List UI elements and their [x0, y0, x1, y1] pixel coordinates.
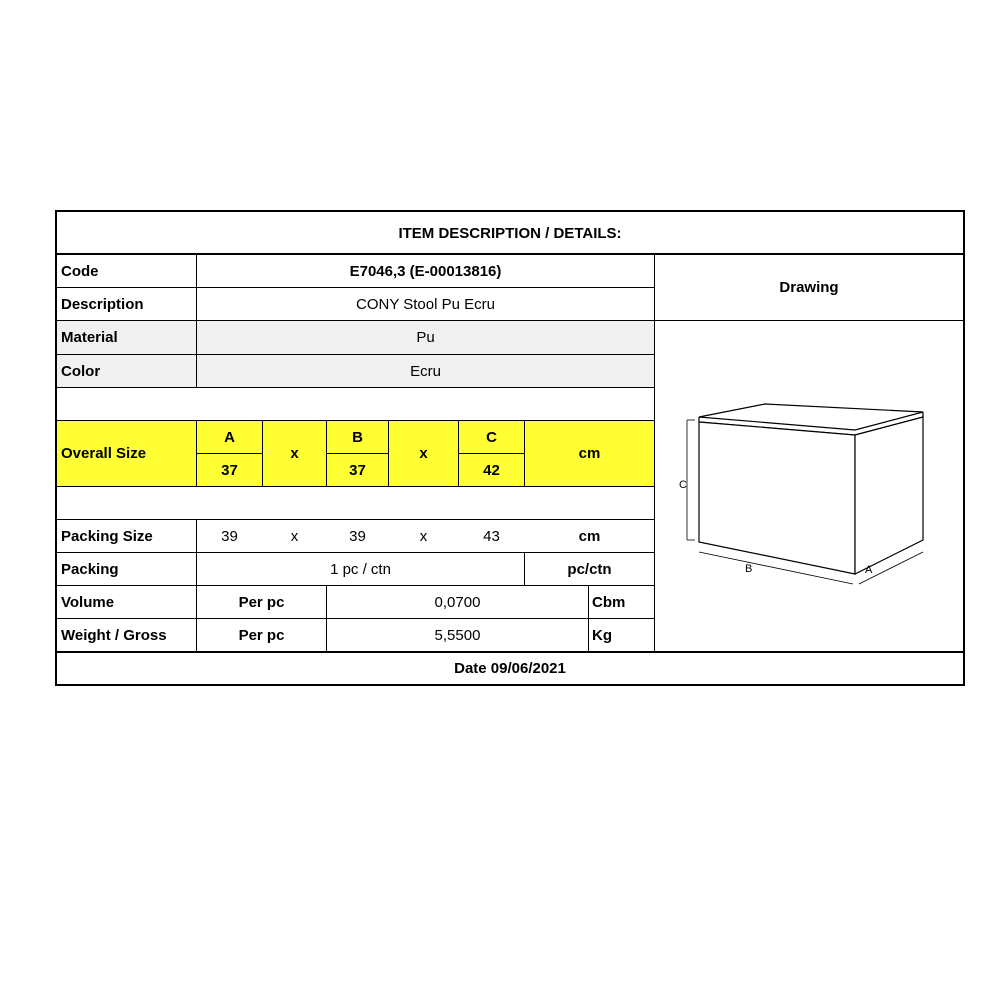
volume-value: 0,0700: [434, 593, 481, 611]
weight-unit: Kg: [592, 626, 612, 644]
volume-label: Volume: [61, 593, 115, 611]
overall-size-c-label: C: [459, 421, 524, 453]
stool-front-face: [699, 422, 855, 574]
packing-size-sep-2: x: [419, 527, 428, 545]
material-value: Pu: [197, 321, 654, 354]
divider: [524, 552, 525, 585]
stool-drawing: [677, 402, 927, 602]
overall-size-sep-1: x: [263, 421, 326, 486]
weight-value: 5,5500: [434, 626, 481, 644]
packing-size-a: 39: [221, 527, 238, 545]
divider: [326, 585, 327, 651]
packing-size-label: Packing Size: [61, 527, 153, 545]
overall-size-label: Overall Size: [57, 421, 196, 486]
sheet-title: ITEM DESCRIPTION / DETAILS:: [398, 224, 622, 242]
divider: [57, 354, 654, 355]
overall-size-c-value: 42: [459, 454, 524, 486]
divider: [57, 519, 654, 520]
code-label: Code: [61, 262, 99, 280]
description-value: CONY Stool Pu Ecru: [356, 295, 495, 313]
item-details-sheet: [55, 210, 965, 686]
divider: [57, 552, 654, 553]
divider: [262, 420, 263, 486]
packing-size-unit: cm: [578, 527, 601, 545]
overall-size-b-label: B: [327, 421, 388, 453]
packing-label: Packing: [61, 560, 119, 578]
overall-size-sep-2: x: [389, 421, 458, 486]
code-value: E7046,3 (E-00013816): [349, 262, 502, 280]
divider: [57, 585, 654, 586]
divider: [57, 287, 654, 288]
overall-size-a-label: A: [197, 421, 262, 453]
packing-size-b: 39: [349, 527, 366, 545]
divider: [327, 453, 388, 454]
weight-label: Weight / Gross: [61, 626, 167, 644]
description-label: Description: [61, 295, 144, 313]
divider: [524, 420, 525, 486]
material-label: Material: [57, 321, 196, 354]
divider: [588, 585, 589, 651]
divider: [196, 254, 197, 387]
divider: [57, 387, 654, 388]
volume-per: Per pc: [238, 593, 285, 611]
weight-per: Per pc: [238, 626, 285, 644]
dimension-a-label: A: [865, 564, 873, 576]
color-value: Ecru: [197, 355, 654, 387]
overall-size-b-value: 37: [327, 454, 388, 486]
footer-date: Date 09/06/2021: [454, 660, 566, 677]
overall-size-a-value: 37: [197, 454, 262, 486]
divider: [654, 254, 655, 651]
packing-value: 1 pc / ctn: [330, 560, 391, 578]
stool-side-face: [855, 417, 923, 574]
divider: [326, 420, 327, 486]
dimension-b-label: B: [745, 563, 753, 575]
divider: [57, 253, 963, 255]
divider: [196, 519, 197, 651]
divider: [388, 420, 389, 486]
divider: [57, 486, 654, 487]
overall-size-unit: cm: [525, 421, 654, 486]
packing-unit: pc/ctn: [567, 560, 612, 578]
color-label: Color: [57, 355, 196, 387]
divider: [196, 420, 197, 486]
drawing-label: Drawing: [779, 279, 839, 296]
divider: [197, 453, 262, 454]
dimension-c-label: C: [679, 479, 687, 491]
volume-unit: Cbm: [592, 593, 626, 611]
divider: [459, 453, 524, 454]
packing-size-sep-1: x: [290, 527, 299, 545]
divider: [57, 618, 654, 619]
divider: [458, 420, 459, 486]
divider: [57, 320, 963, 321]
packing-size-c: 43: [483, 527, 500, 545]
divider: [57, 651, 963, 653]
divider: [57, 420, 654, 421]
